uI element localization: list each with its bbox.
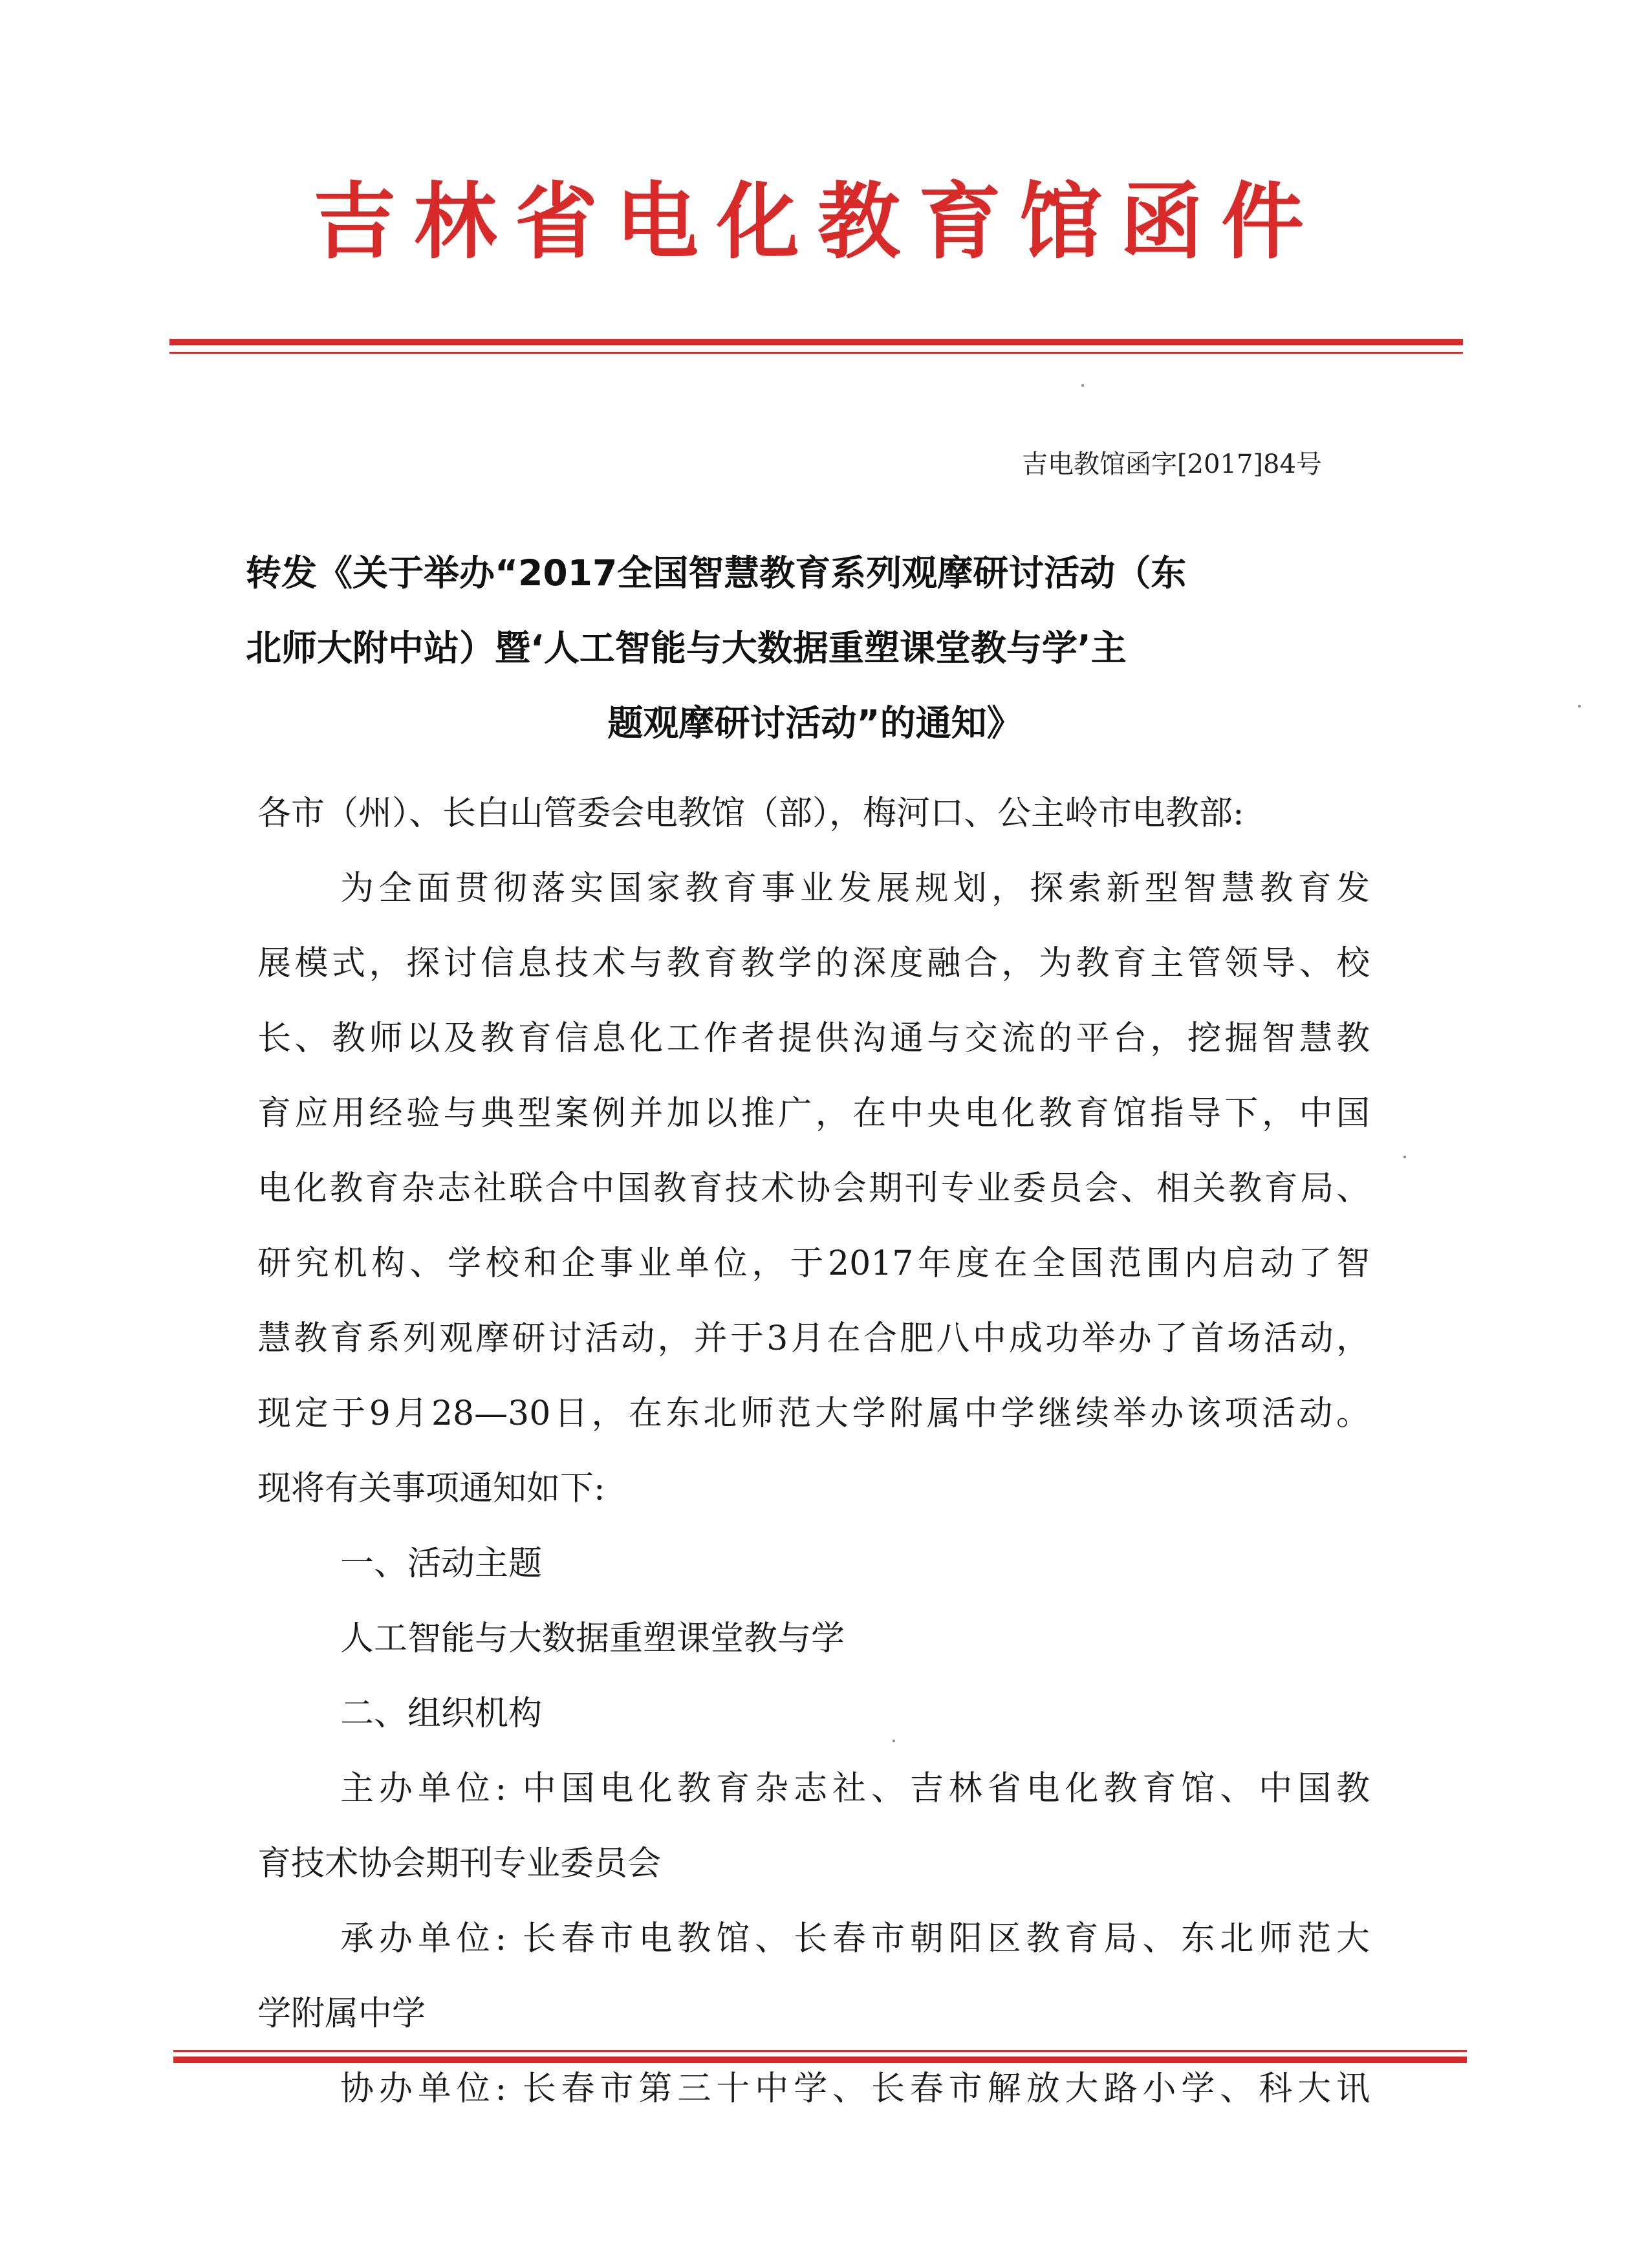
paragraph-line: 展模式，探讨信息技术与教育教学的深度融合，为教育主管领导、校 [257, 944, 1370, 983]
title-line-3: 题观摩研讨活动”的通知》 [607, 702, 1023, 744]
document-number: 吉电教馆函字[2017]84号 [1022, 449, 1322, 479]
organizer-unit-line: 学附属中学 [257, 1994, 426, 2033]
section-heading-2: 二、组织机构 [340, 1694, 543, 1733]
section-heading-1: 一、活动主题 [340, 1544, 543, 1583]
scan-speck [1081, 384, 1084, 387]
header-red-rule-thin [169, 352, 1463, 354]
title-line-1: 转发《关于举办“2017全国智慧教育系列观摩研讨活动（东 [246, 552, 1187, 594]
salutation: 各市（州）、长白山管委会电教馆（部），梅河口、公主岭市电教部: [257, 794, 1244, 833]
paragraph-line: 电化教育杂志社联合中国教育技术协会期刊专业委员会、相关教育局、 [257, 1169, 1370, 1208]
paragraph-line: 长、教师以及教育信息化工作者提供沟通与交流的平台，挖掘智慧教 [257, 1019, 1370, 1058]
coorganizer-unit-line: 协办单位: 长春市第三十中学、长春市解放大路小学、科大讯 [340, 2069, 1370, 2108]
paragraph-line: 研究机构、学校和企事业单位，于2017年度在全国范围内启动了智 [257, 1244, 1370, 1283]
organizer-unit-line: 承办单位: 长春市电教馆、长春市朝阳区教育局、东北师范大 [340, 1919, 1370, 1958]
masthead-title: 吉林省电化教育馆函件 [312, 173, 1322, 270]
paragraph-line: 慧教育系列观摩研讨活动，并于3月在合肥八中成功举办了首场活动， [257, 1319, 1370, 1358]
scan-speck [1403, 1156, 1406, 1158]
paragraph-line: 育应用经验与典型案例并加以推广，在中央电化教育馆指导下，中国 [257, 1094, 1370, 1133]
paragraph-line: 现将有关事项通知如下: [257, 1469, 605, 1508]
paragraph-line: 为全面贯彻落实国家教育事业发展规划，探索新型智慧教育发 [340, 869, 1370, 908]
footer-red-rule [173, 2057, 1467, 2063]
paragraph-line: 现定于9月28—30日，在东北师范大学附属中学继续举办该项活动。 [257, 1394, 1370, 1433]
document-body [257, 776, 1383, 2126]
section-text-1: 人工智能与大数据重塑课堂教与学 [340, 1619, 845, 1658]
document-title [246, 535, 1384, 761]
footer-red-rule-thin [173, 2050, 1467, 2052]
header-red-rule [169, 339, 1463, 345]
host-unit-line: 育技术协会期刊专业委员会 [257, 1844, 662, 1883]
title-line-2: 北师大附中站）暨‘人工智能与大数据重塑课堂教与学’主 [246, 627, 1127, 669]
host-unit-line: 主办单位: 中国电化教育杂志社、吉林省电化教育馆、中国教 [340, 1769, 1370, 1808]
scan-speck [1578, 705, 1581, 707]
scan-speck [893, 1740, 895, 1742]
